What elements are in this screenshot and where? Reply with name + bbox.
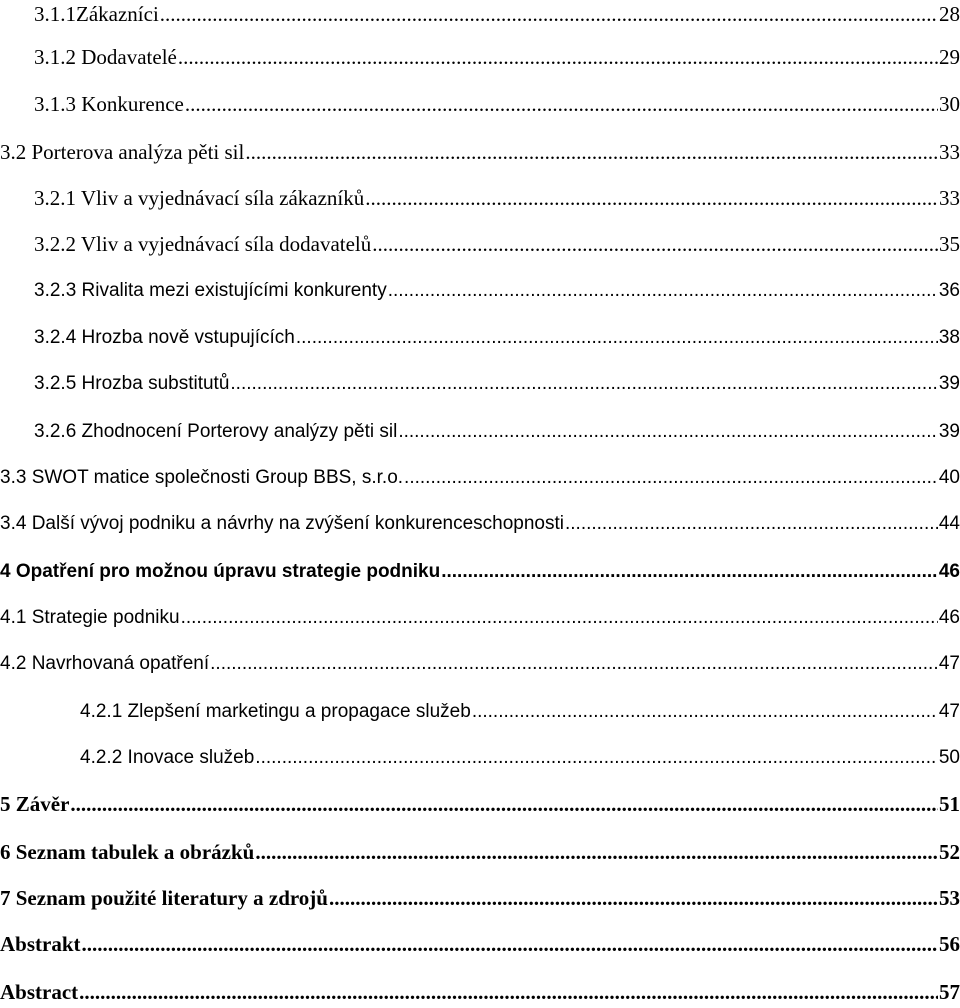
toc-entry-label: 3.2 Porterova analýza pěti sil <box>0 140 245 164</box>
toc-dot-leader <box>365 182 938 214</box>
toc-entry-label: 4.2.1 Zlepšení marketingu a propagace služeb <box>80 701 471 722</box>
toc-entry-page: 51 <box>939 792 960 816</box>
toc-dot-leader <box>296 322 938 354</box>
toc-entry-3-2-6[interactable] <box>34 416 960 448</box>
toc-entry-label: 3.2.4 Hrozba nově vstupujících <box>34 327 295 348</box>
toc-entry-label: 3.1.3 Konkurence <box>34 92 184 116</box>
toc-dot-leader <box>388 275 938 307</box>
toc-entry-page: 36 <box>938 280 960 301</box>
toc-entry-4-2[interactable] <box>0 648 960 680</box>
toc-entry-page: 47 <box>938 653 960 674</box>
toc-entry-3-2-5[interactable] <box>34 368 960 400</box>
toc-entry-label: 7 Seznam použité literatury a zdrojů <box>0 886 328 910</box>
toc-dot-leader <box>255 836 938 868</box>
toc-entry-page: 56 <box>939 932 960 956</box>
toc-entry-page: 33 <box>939 186 960 210</box>
toc-entry-page: 57 <box>939 980 960 1004</box>
toc-entry-label: 4.2.2 Inovace služeb <box>80 747 255 768</box>
toc-entry-label: 3.1.2 Dodavatelé <box>34 45 177 69</box>
toc-entry-page: 33 <box>939 140 960 164</box>
toc-entry-page: 28 <box>939 2 960 26</box>
toc-entry-page: 40 <box>938 467 960 488</box>
toc-dot-leader <box>441 556 938 588</box>
toc-entry-label: Abstrakt <box>0 932 81 956</box>
toc-entry-3-2-2[interactable] <box>34 228 960 260</box>
toc-entry-label: 4.1 Strategie podniku <box>0 607 180 628</box>
toc-entry-7[interactable] <box>0 882 960 914</box>
toc-entry-5[interactable] <box>0 788 960 820</box>
toc-entry-4[interactable] <box>0 556 960 588</box>
toc-dot-leader <box>79 976 938 1008</box>
toc-entry-label: 4.2 Navrhovaná opatření <box>0 653 210 674</box>
toc-dot-leader <box>404 462 938 494</box>
toc-entry-3-1-3[interactable] <box>34 88 960 120</box>
toc-entry-page: 29 <box>939 45 960 69</box>
toc-entry-page: 30 <box>939 92 960 116</box>
toc-entry-page: 44 <box>938 513 960 534</box>
toc-dot-leader <box>160 0 938 30</box>
toc-dot-leader <box>185 88 938 120</box>
toc-entry-page: 46 <box>938 607 960 628</box>
toc-entry-label: Abstract <box>0 980 79 1004</box>
toc-entry-label: 3.1.1Zákazníci <box>34 2 159 26</box>
toc-dot-leader <box>398 416 938 448</box>
toc-entry-label: 3.3 SWOT matice společnosti Group BBS, s.r.o. <box>0 467 404 488</box>
toc-dot-leader <box>70 788 938 820</box>
toc-entry-4-2-2[interactable] <box>80 742 960 774</box>
toc-entry-4-1[interactable] <box>0 602 960 634</box>
toc-dot-leader <box>565 508 938 540</box>
toc-dot-leader <box>329 882 938 914</box>
toc-entry-3-4[interactable] <box>0 508 960 540</box>
toc-entry-3-1-2[interactable] <box>34 41 960 73</box>
toc-entry-abstrakt[interactable] <box>0 928 960 960</box>
toc-dot-leader <box>372 228 938 260</box>
toc-entry-page: 35 <box>939 232 960 256</box>
toc-dot-leader <box>230 368 937 400</box>
toc-entry-label: 6 Seznam tabulek a obrázků <box>0 840 255 864</box>
toc-entry-abstract[interactable] <box>0 976 960 1008</box>
toc-entry-3-2-1[interactable] <box>34 182 960 214</box>
toc-entry-4-2-1[interactable] <box>80 696 960 728</box>
toc-entry-page: 46 <box>938 561 960 582</box>
toc-dot-leader <box>255 742 938 774</box>
toc-entry-3-2-3[interactable] <box>34 275 960 307</box>
toc-entry-label: 3.2.6 Zhodnocení Porterovy analýzy pěti sil <box>34 421 398 442</box>
toc-entry-label: 3.2.5 Hrozba substitutů <box>34 373 230 394</box>
toc-entry-page: 38 <box>938 327 960 348</box>
toc-dot-leader <box>245 136 938 168</box>
toc-entry-label: 3.4 Další vývoj podniku a návrhy na zvýšení konkurenceschopnosti <box>0 513 564 534</box>
toc-entry-label: 5 Závěr <box>0 792 70 816</box>
toc-entry-label: 3.2.1 Vliv a vyjednávací síla zákazníků <box>34 186 365 210</box>
toc-entry-label: 4 Opatření pro možnou úpravu strategie podniku <box>0 561 441 582</box>
toc-entry-label: 3.2.3 Rivalita mezi existujícími konkurenty <box>34 280 387 301</box>
toc-entry-3-2-4[interactable] <box>34 322 960 354</box>
toc-dot-leader <box>178 41 938 73</box>
toc-entry-page: 50 <box>938 747 960 768</box>
toc-dot-leader <box>210 648 938 680</box>
toc-entry-page: 39 <box>938 421 960 442</box>
toc-entry-page: 47 <box>938 701 960 722</box>
toc-entry-3-2[interactable] <box>0 136 960 168</box>
toc-dot-leader <box>472 696 938 728</box>
toc-entry-3-1-1[interactable] <box>34 0 960 30</box>
toc-dot-leader <box>82 928 938 960</box>
toc-entry-3-3[interactable] <box>0 462 960 494</box>
toc-entry-page: 39 <box>938 373 960 394</box>
toc-entry-6[interactable] <box>0 836 960 868</box>
toc-entry-page: 52 <box>939 840 960 864</box>
toc-entry-label: 3.2.2 Vliv a vyjednávací síla dodavatelů <box>34 232 372 256</box>
toc-dot-leader <box>181 602 938 634</box>
toc-entry-page: 53 <box>939 886 960 910</box>
